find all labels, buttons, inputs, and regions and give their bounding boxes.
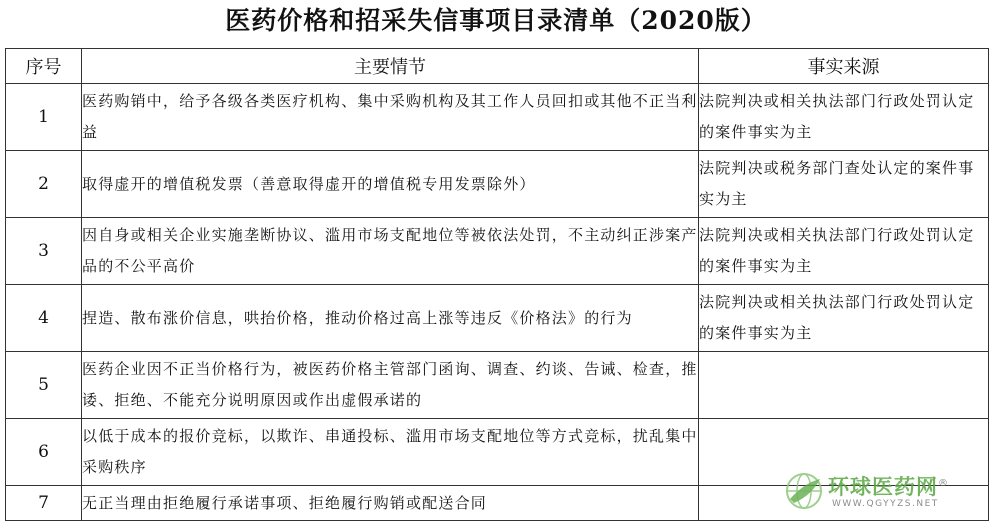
watermark-url: WWW.QGYYZS.NET — [832, 499, 939, 509]
row-main: 取得虚开的增值税发票（善意取得虚开的增值税专用发票除外） — [82, 151, 699, 218]
row-no: 7 — [6, 486, 82, 521]
row-no: 3 — [6, 218, 82, 285]
catalog-table — [5, 48, 989, 521]
header-main: 主要情节 — [82, 49, 699, 84]
row-no: 4 — [6, 285, 82, 352]
row-no: 2 — [6, 151, 82, 218]
row-source: 法院判决或相关执法部门行政处罚认定的案件事实为主 — [699, 285, 989, 352]
table-row — [6, 218, 989, 285]
row-source — [699, 352, 989, 419]
row-source: 法院判决或税务部门查处认定的案件事实为主 — [699, 151, 989, 218]
table-header-row — [6, 49, 989, 84]
row-main: 医药企业因不正当价格行为，被医药价格主管部门函询、调查、约谈、告诫、检查，推诿、拒绝、不能充分说明原因或作出虚假承诺的 — [82, 352, 699, 419]
row-no: 5 — [6, 352, 82, 419]
row-source: 法院判决或相关执法部门行政处罚认定的案件事实为主 — [699, 218, 989, 285]
row-no: 6 — [6, 419, 82, 486]
row-main: 以低于成本的报价竞标，以欺诈、串通投标、滥用市场支配地位等方式竞标，扰乱集中采购秩序 — [82, 419, 699, 486]
row-main: 无正当理由拒绝履行承诺事项、拒绝履行购销或配送合同 — [82, 486, 699, 521]
table-row — [6, 151, 989, 218]
row-main: 捏造、散布涨价信息，哄抬价格，推动价格过高上涨等违反《价格法》的行为 — [82, 285, 699, 352]
row-main: 医药购销中，给予各级各类医疗机构、集中采购机构及其工作人员回扣或其他不正当利益 — [82, 84, 699, 151]
page-title: 医药价格和招采失信事项目录清单（2020版） — [225, 6, 767, 35]
table-row — [6, 84, 989, 151]
watermark — [782, 467, 982, 517]
row-no: 1 — [6, 84, 82, 151]
header-source: 事实来源 — [699, 49, 989, 84]
table-row — [6, 285, 989, 352]
watermark-name: 环球医药网® — [828, 475, 949, 499]
table-row — [6, 352, 989, 419]
globe-leaf-logo-icon — [782, 469, 826, 513]
header-no: 序号 — [6, 49, 82, 84]
row-source: 法院判决或相关执法部门行政处罚认定的案件事实为主 — [699, 84, 989, 151]
row-main: 因自身或相关企业实施垄断协议、滥用市场支配地位等被依法处罚，不主动纠正涉案产品的不公平高价 — [82, 218, 699, 285]
